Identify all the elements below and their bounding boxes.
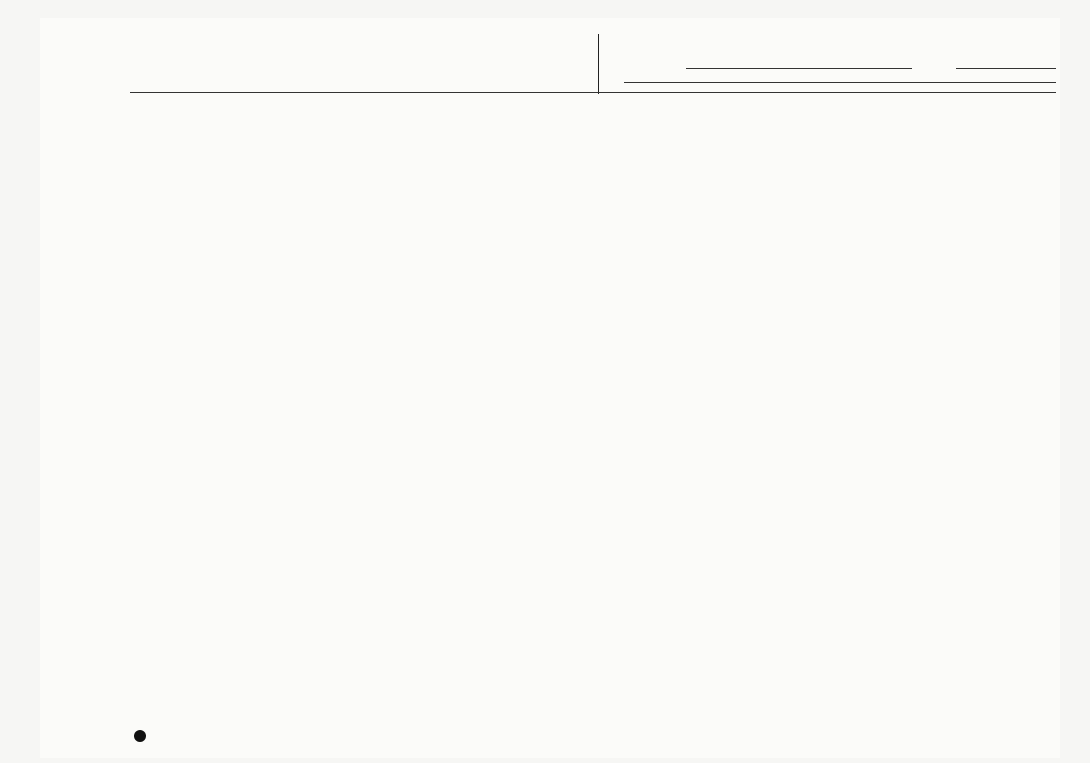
footer-logo	[134, 730, 146, 742]
